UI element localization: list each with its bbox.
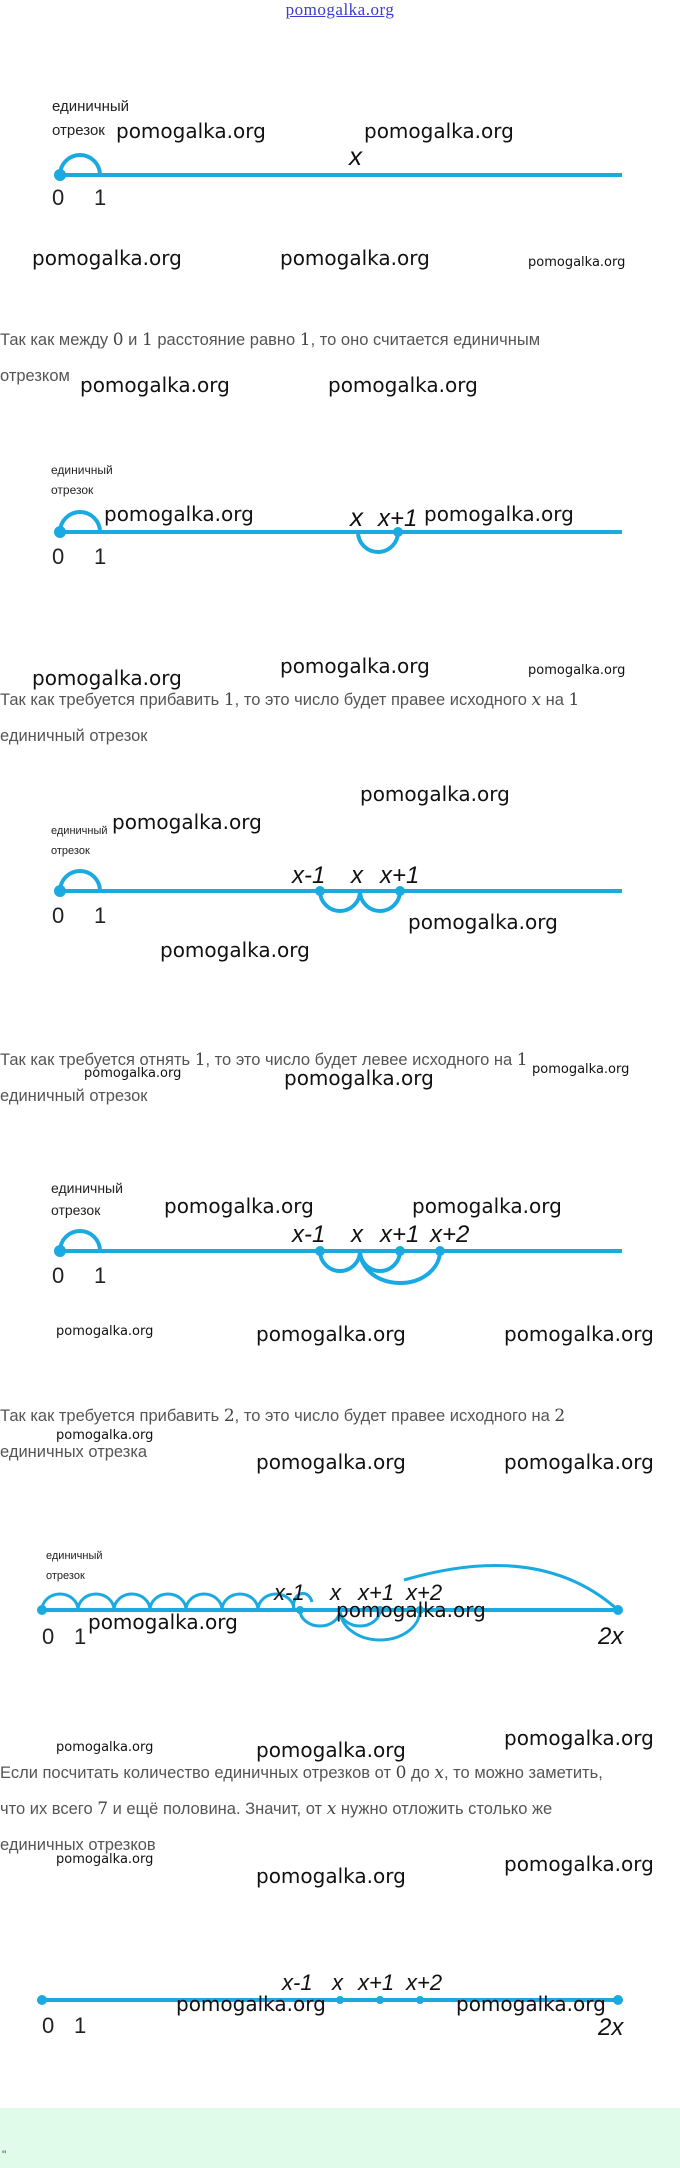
watermark: pomogalka.org — [88, 1610, 238, 1634]
answer-box — [0, 2108, 680, 2168]
unit-segment-label-line2: отрезок — [51, 1202, 101, 1218]
label-one: 1 — [94, 1263, 107, 1288]
minus-one-arc — [300, 1610, 340, 1626]
watermark: pomogalka.org — [504, 1852, 654, 1876]
watermark: pomogalka.org — [280, 654, 430, 678]
zero-point — [54, 169, 66, 181]
unit-segment-label-line1: единичный — [51, 1180, 123, 1196]
point-2x — [613, 1605, 623, 1615]
unit-arcs — [42, 1593, 312, 1610]
label-one: 1 — [74, 1624, 87, 1649]
label-x-plus-2: x+2 — [406, 1580, 443, 1605]
watermark: pomogalka.org — [56, 1852, 154, 1867]
zero-point — [54, 885, 66, 897]
label-x-minus-1: x-1 — [292, 1221, 326, 1248]
label-x-plus-1: x+1 — [358, 1970, 395, 1995]
unit-segment-label-line1: единичный — [52, 98, 130, 115]
point-x — [336, 1996, 344, 2004]
label-one: 1 — [94, 903, 107, 928]
unit-arc — [186, 1594, 222, 1610]
unit-arc — [222, 1594, 258, 1610]
label-x: x — [351, 862, 363, 889]
label-x-plus-1: x+1 — [380, 1221, 420, 1248]
label-one: 1 — [94, 544, 107, 569]
label-x-plus-2: x+2 — [430, 1221, 470, 1248]
zero-point — [37, 1995, 47, 2005]
label-zero: 0 — [42, 1624, 55, 1649]
label-one: 1 — [94, 185, 107, 210]
paragraph-4: Так как требуется прибавить 2, то это число будет правее исходного на 2 единичных отрезка — [0, 1406, 566, 1461]
label-x-plus-1: x+1 — [378, 505, 418, 532]
label-x: x — [332, 1970, 343, 1995]
watermark: pomogalka.org — [328, 373, 478, 397]
label-zero: 0 — [52, 1263, 65, 1288]
paragraph-1: Так как между 0 и 1 расстояние равно 1, то оно считается единичным отрезком — [0, 330, 541, 385]
watermark: pomogalka.org — [164, 1194, 314, 1218]
watermark: pomogalka.org — [32, 666, 182, 690]
unit-segment-label-line1: единичный — [51, 463, 113, 477]
plus-one-arc — [360, 891, 400, 911]
label-zero: 0 — [52, 544, 65, 569]
label-x: x — [330, 1580, 341, 1605]
watermark: pomogalka.org — [160, 938, 310, 962]
label-x-plus-1: x+1 — [380, 862, 420, 889]
paragraph-2: Так как требуется прибавить 1, то это число будет правее исходного x на 1 единичный отрезок — [0, 690, 580, 745]
watermark: pomogalka.org — [104, 502, 254, 526]
plus-one-arc — [358, 532, 398, 552]
watermark: pomogalka.org — [504, 1450, 654, 1474]
label-x-minus-1: x-1 — [282, 1970, 313, 1995]
minus-one-arc — [320, 891, 360, 911]
unit-segment-label-line1: единичный — [46, 1550, 103, 1562]
watermark: pomogalka.org — [116, 119, 266, 143]
unit-arc — [60, 1231, 100, 1251]
point-x-plus-1 — [376, 1996, 384, 2004]
watermark: pomogalka.org — [56, 1740, 154, 1755]
unit-arc — [78, 1594, 114, 1610]
unit-arc — [60, 155, 100, 175]
number-line-diagram-2 — [0, 460, 680, 580]
unit-segment-label-line2: отрезок — [51, 483, 94, 497]
number-line-diagram-3 — [0, 820, 680, 940]
label-x: x — [351, 1221, 363, 1248]
number-line-diagram-4 — [0, 1175, 680, 1305]
watermark: pomogalka.org — [504, 1726, 654, 1750]
label-one: 1 — [74, 2013, 87, 2038]
label-2x: 2x — [598, 2014, 624, 2040]
watermark: pomogalka.org — [256, 1864, 406, 1888]
watermark: pomogalka.org — [32, 246, 182, 270]
watermark: pomogalka.org — [528, 255, 626, 270]
watermark: pomogalka.org — [408, 910, 558, 934]
watermark: pomogalka.org — [56, 1428, 154, 1443]
watermark: pomogalka.org — [80, 373, 230, 397]
unit-arc — [150, 1594, 186, 1610]
zero-point — [54, 1245, 66, 1257]
watermark: pomogalka.org — [176, 1992, 326, 2016]
point-2x — [613, 1995, 623, 2005]
point-x-plus-2 — [416, 1996, 424, 2004]
watermark: pomogalka.org — [456, 1992, 606, 2016]
watermark: pomogalka.org — [412, 1194, 562, 1218]
number-line-diagram-1 — [0, 95, 680, 215]
paragraph-5: Если посчитать количество единичных отрезков от 0 до x, то можно заметить, что их всего 7 и ещё половина. Значит, от x нужно отложить столько же единичных отрезков — [0, 1763, 603, 1854]
watermark: pomogalka.org — [112, 810, 262, 834]
watermark: pomogalka.org — [284, 1066, 434, 1090]
label-x-minus-1: x-1 — [292, 862, 326, 889]
unit-arc — [60, 871, 100, 891]
label-x-plus-2: x+2 — [406, 1970, 443, 1995]
watermark: pomogalka.org — [256, 1322, 406, 1346]
label-zero: 0 — [52, 903, 65, 928]
watermark: pomogalka.org — [504, 1322, 654, 1346]
watermark: pomogalka.org — [256, 1738, 406, 1762]
label-zero: 0 — [52, 185, 65, 210]
unit-segment-label-line1: единичный — [51, 825, 108, 837]
site-logo[interactable]: pomogalka.org — [285, 0, 395, 19]
zero-point — [37, 1605, 47, 1615]
watermark: pomogalka.org — [528, 663, 626, 678]
watermark: pomogalka.org — [360, 782, 510, 806]
watermark: pomogalka.org — [280, 246, 430, 270]
label-x: x — [349, 141, 362, 171]
watermark: pomogalka.org — [424, 502, 574, 526]
zero-point — [54, 526, 66, 538]
unit-segment-label-line2: отрезок — [51, 845, 90, 857]
watermark: pomogalka.org — [56, 1324, 154, 1339]
unit-segment-label-line2: отрезок — [46, 1570, 85, 1582]
label-x: x — [350, 502, 363, 532]
label-x-minus-1: x-1 — [274, 1580, 305, 1605]
watermark: pomogalka.org — [532, 1062, 630, 1077]
label-x-plus-1: x+1 — [358, 1580, 395, 1605]
watermark: pomogalka.org — [336, 1598, 486, 1622]
answer-box-text: " — [2, 2148, 7, 2162]
minus-one-arc — [320, 1251, 360, 1271]
watermark: pomogalka.org — [84, 1066, 182, 1081]
watermark: pomogalka.org — [364, 119, 514, 143]
watermark: pomogalka.org — [256, 1450, 406, 1474]
label-zero: 0 — [42, 2013, 55, 2038]
paragraph-3: Так как требуется отнять 1, то это число будет левее исходного на 1 единичный отрезок — [0, 1050, 528, 1105]
unit-arc — [42, 1594, 78, 1610]
unit-segment-label-line2: отрезок — [52, 122, 105, 139]
label-2x: 2x — [598, 1623, 624, 1650]
unit-arc — [60, 512, 100, 532]
unit-arc — [114, 1594, 150, 1610]
